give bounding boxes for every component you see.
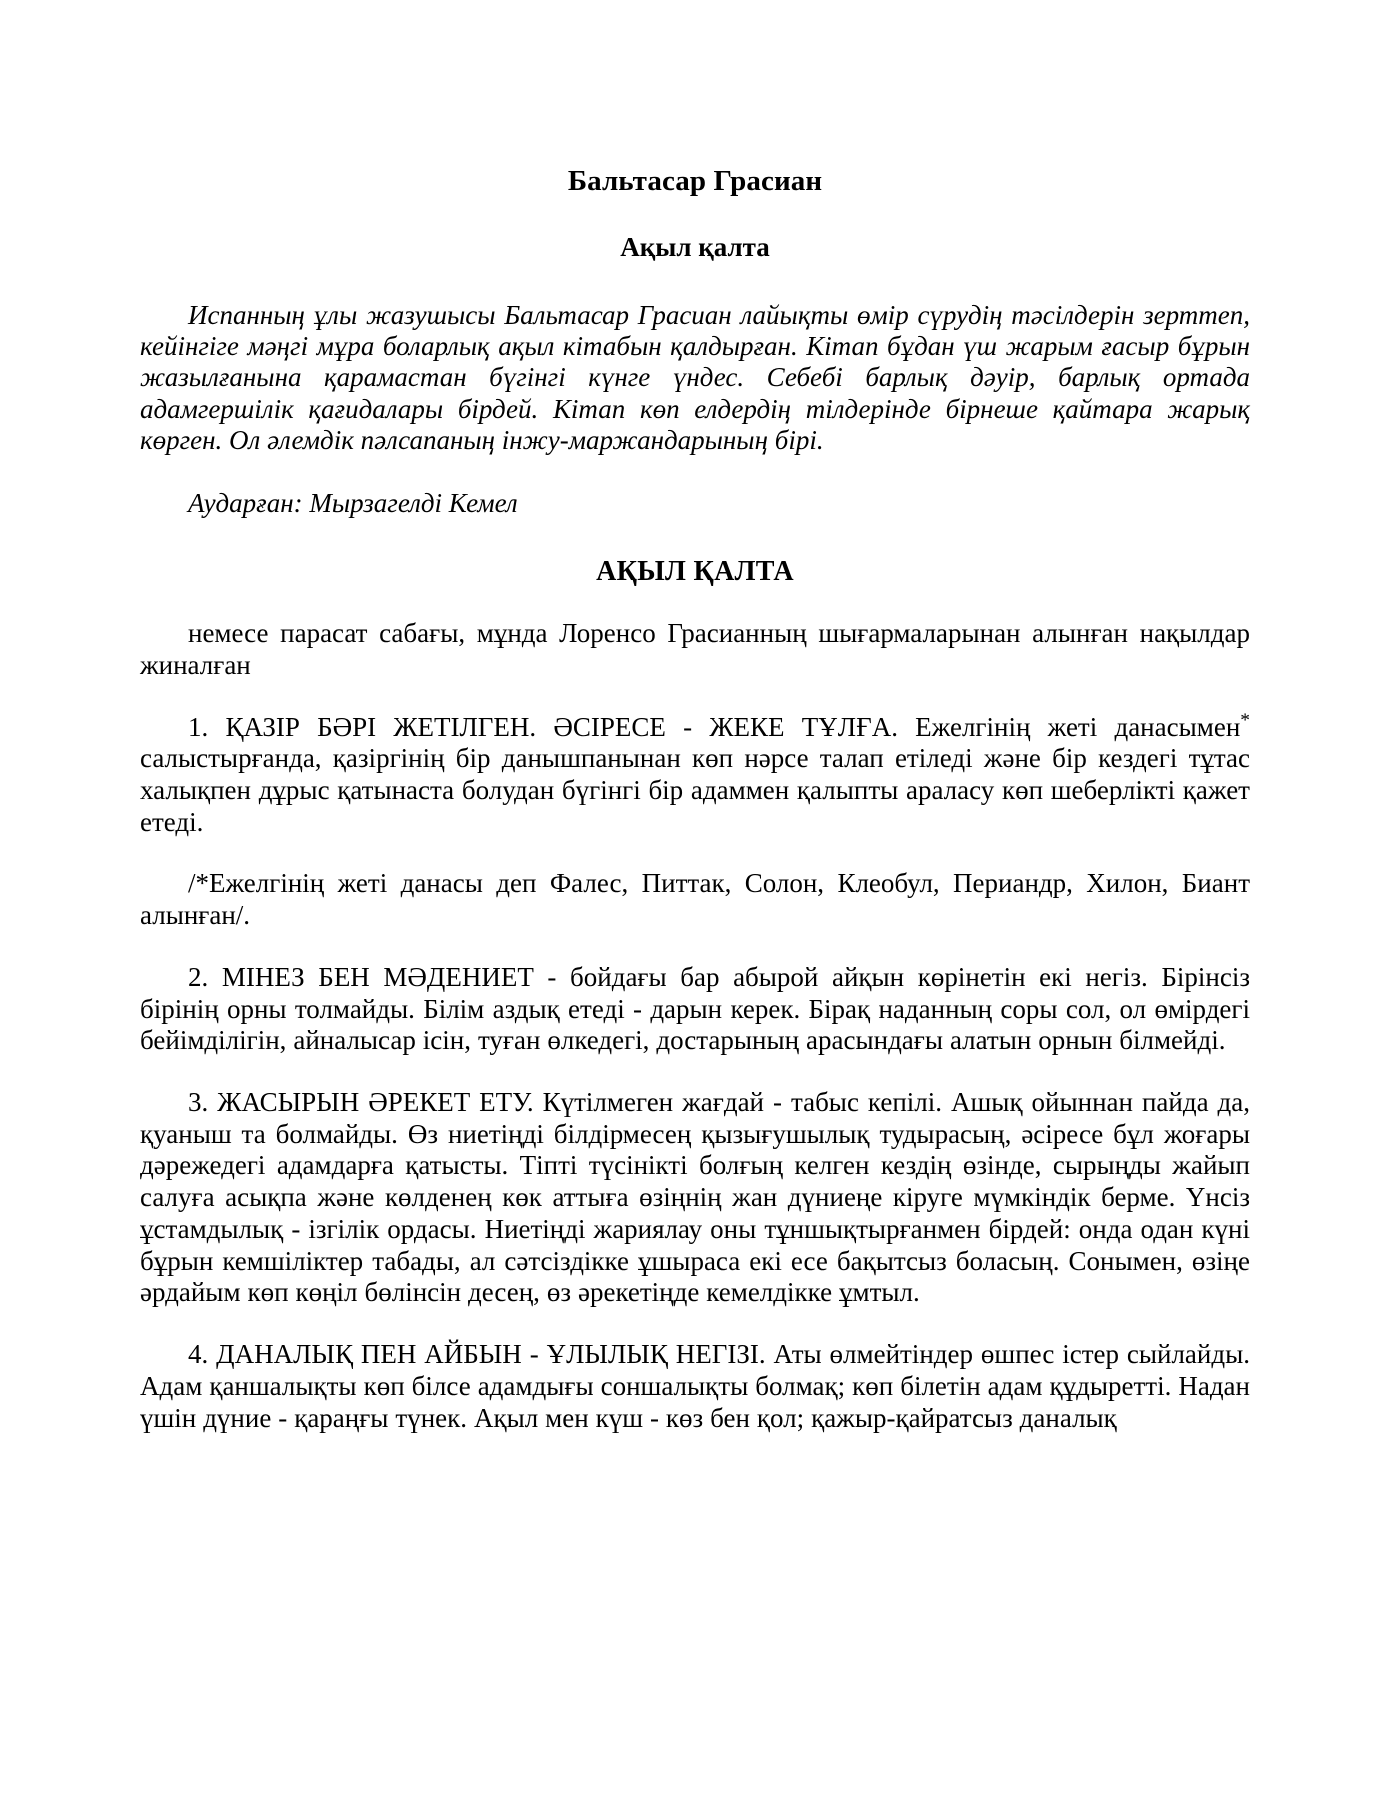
page-content xyxy=(140,150,1250,1434)
entry-paragraph-4 xyxy=(140,1309,1250,1434)
entry-heading-3: ЖАСЫРЫН ӘРЕКЕТ ЕТУ. xyxy=(217,1087,534,1118)
page-subtitle: Ақыл қалта xyxy=(620,232,770,263)
entry-spacer xyxy=(208,712,225,742)
entry-text-3: Күтілмеген жағдай - табыс кепілі. Ашық ойыннан пайда да, қуаныш та болмайды. Өз ниетіңді білдірмесең қызығушылық тудырасың, әсіресе бұл жоғары дәрежедегі адамдарға қатысты. Тіпті түсінікті болғың келген кездің өзінде, сырыңды жайып салуға асықпа және көлденең көк аттыға өзіңнің жан дүниеңе кіруге мүмкіндік берме. Үнсіз ұстамдылық - ізгілік ордасы. Ниетіңді жариялау оны тұншықтырғанмен бірдей: онда одан күні бұрын кемшіліктер табады, ал сәтсіздікке ұшыраса екі есе бақытсыз боласың. Сонымен, өзіңе әрдайым көп көңіл бөлінсін десең, өз әрекетіңде кемелдікке ұмтыл. xyxy=(140,1087,1251,1308)
entry-number-4: 4. xyxy=(188,1339,209,1370)
section-heading: АҚЫЛ ҚАЛТА xyxy=(596,556,794,588)
entry-paragraph-2 xyxy=(140,932,1250,1057)
entry-text-1b: салыстырғанда, қазіргінің бір данышпанынан көп нәрсе талап етіледі және бір кездегі тұтас халықпен дұрыс қатынаста болудан бүгінгі бір адаммен қалыпты араласу көп шеберлікті қажет етеді. xyxy=(140,743,1250,837)
entry-heading-4: ДАНАЛЫҚ ПЕН АЙБЫН - ҰЛЫЛЫҚ НЕГІЗІ. xyxy=(216,1339,766,1370)
entry-number-2: 2. xyxy=(188,961,209,992)
page-title: Бальтасар Грасиан xyxy=(567,165,823,197)
footnote-paragraph xyxy=(140,838,1250,931)
entry-number-1: 1. xyxy=(188,711,209,742)
footnote-marker-icon: * xyxy=(1240,709,1250,731)
section-lead-paragraph: немесе парасат сабағы, мұнда Лоренсо Грасианның шығармаларынан алынған нақылдар жиналған xyxy=(140,618,1250,680)
entry-number-3: 3. xyxy=(188,1087,209,1118)
entry-text-2: - бойдағы бар абырой айқын көрінетін екі негіз. Бірінсіз бірінің орны толмайды. Білім аздық етеді - дарын керек. Бірақ наданның соры сол, ол өмірдегі бейімділігін, айналысар ісін, туған өлкедегі, достарының арасындағы алатын орнын білмейді. xyxy=(140,961,1250,1056)
entry-spacer xyxy=(208,1339,216,1369)
entry-paragraph-3 xyxy=(140,1057,1250,1309)
intro-paragraph: Испанның ұлы жазушысы Бальтасар Грасиан лайықты өмір сүрудің тәсілдерін зерттеп, кейінгіге мәңгі мұра боларлық ақыл кітабын қалдырған. Кітап бұдан үш жарым ғасыр бұрын жазылғанына қарамастан бүгінгі күнге үндес. Себебі барлық дәуір, барлық ортада адамгершілік қағидалары бірдей. Кітап көп елдердің тілдерінде бірнеше қайтара жарық көрген. Ол әлемдік пәлсапаның інжу-маржандарының бірі. xyxy=(140,300,1250,455)
entry-heading-1: ҚАЗІР БӘРІ ЖЕТІЛГЕН. ӘСІРЕСЕ - ЖЕКЕ ТҰЛҒА. xyxy=(225,711,898,742)
entry-heading-2: МІНЕЗ БЕН МӘДЕНИЕТ xyxy=(221,961,534,992)
footnote-text: /*Ежелгінің жеті данасы деп Фалес, Питтак, Солон, Клеобул, Периандр, Хилон, Биант алынған/. xyxy=(140,868,1250,931)
entry-paragraph-1 xyxy=(140,682,1250,839)
entry-spacer xyxy=(208,962,222,992)
entry-spacer xyxy=(208,1087,217,1117)
entry-text-4: Аты өлмейтіндер өшпес істер сыйлайды. Адам қаншалықты көп білсе адамдығы соншалықты болмақ; көп білетін адам құдыретті. Надан үшін дүние - қараңғы түнек. Ақыл мен күш - көз бен қол; қажыр-қайратсыз даналық xyxy=(140,1339,1250,1433)
entry-text-1a: Ежелгінің жеті данасымен xyxy=(897,711,1241,742)
translator-credit: Аударған: Мырзагелді Кемел xyxy=(188,487,518,518)
